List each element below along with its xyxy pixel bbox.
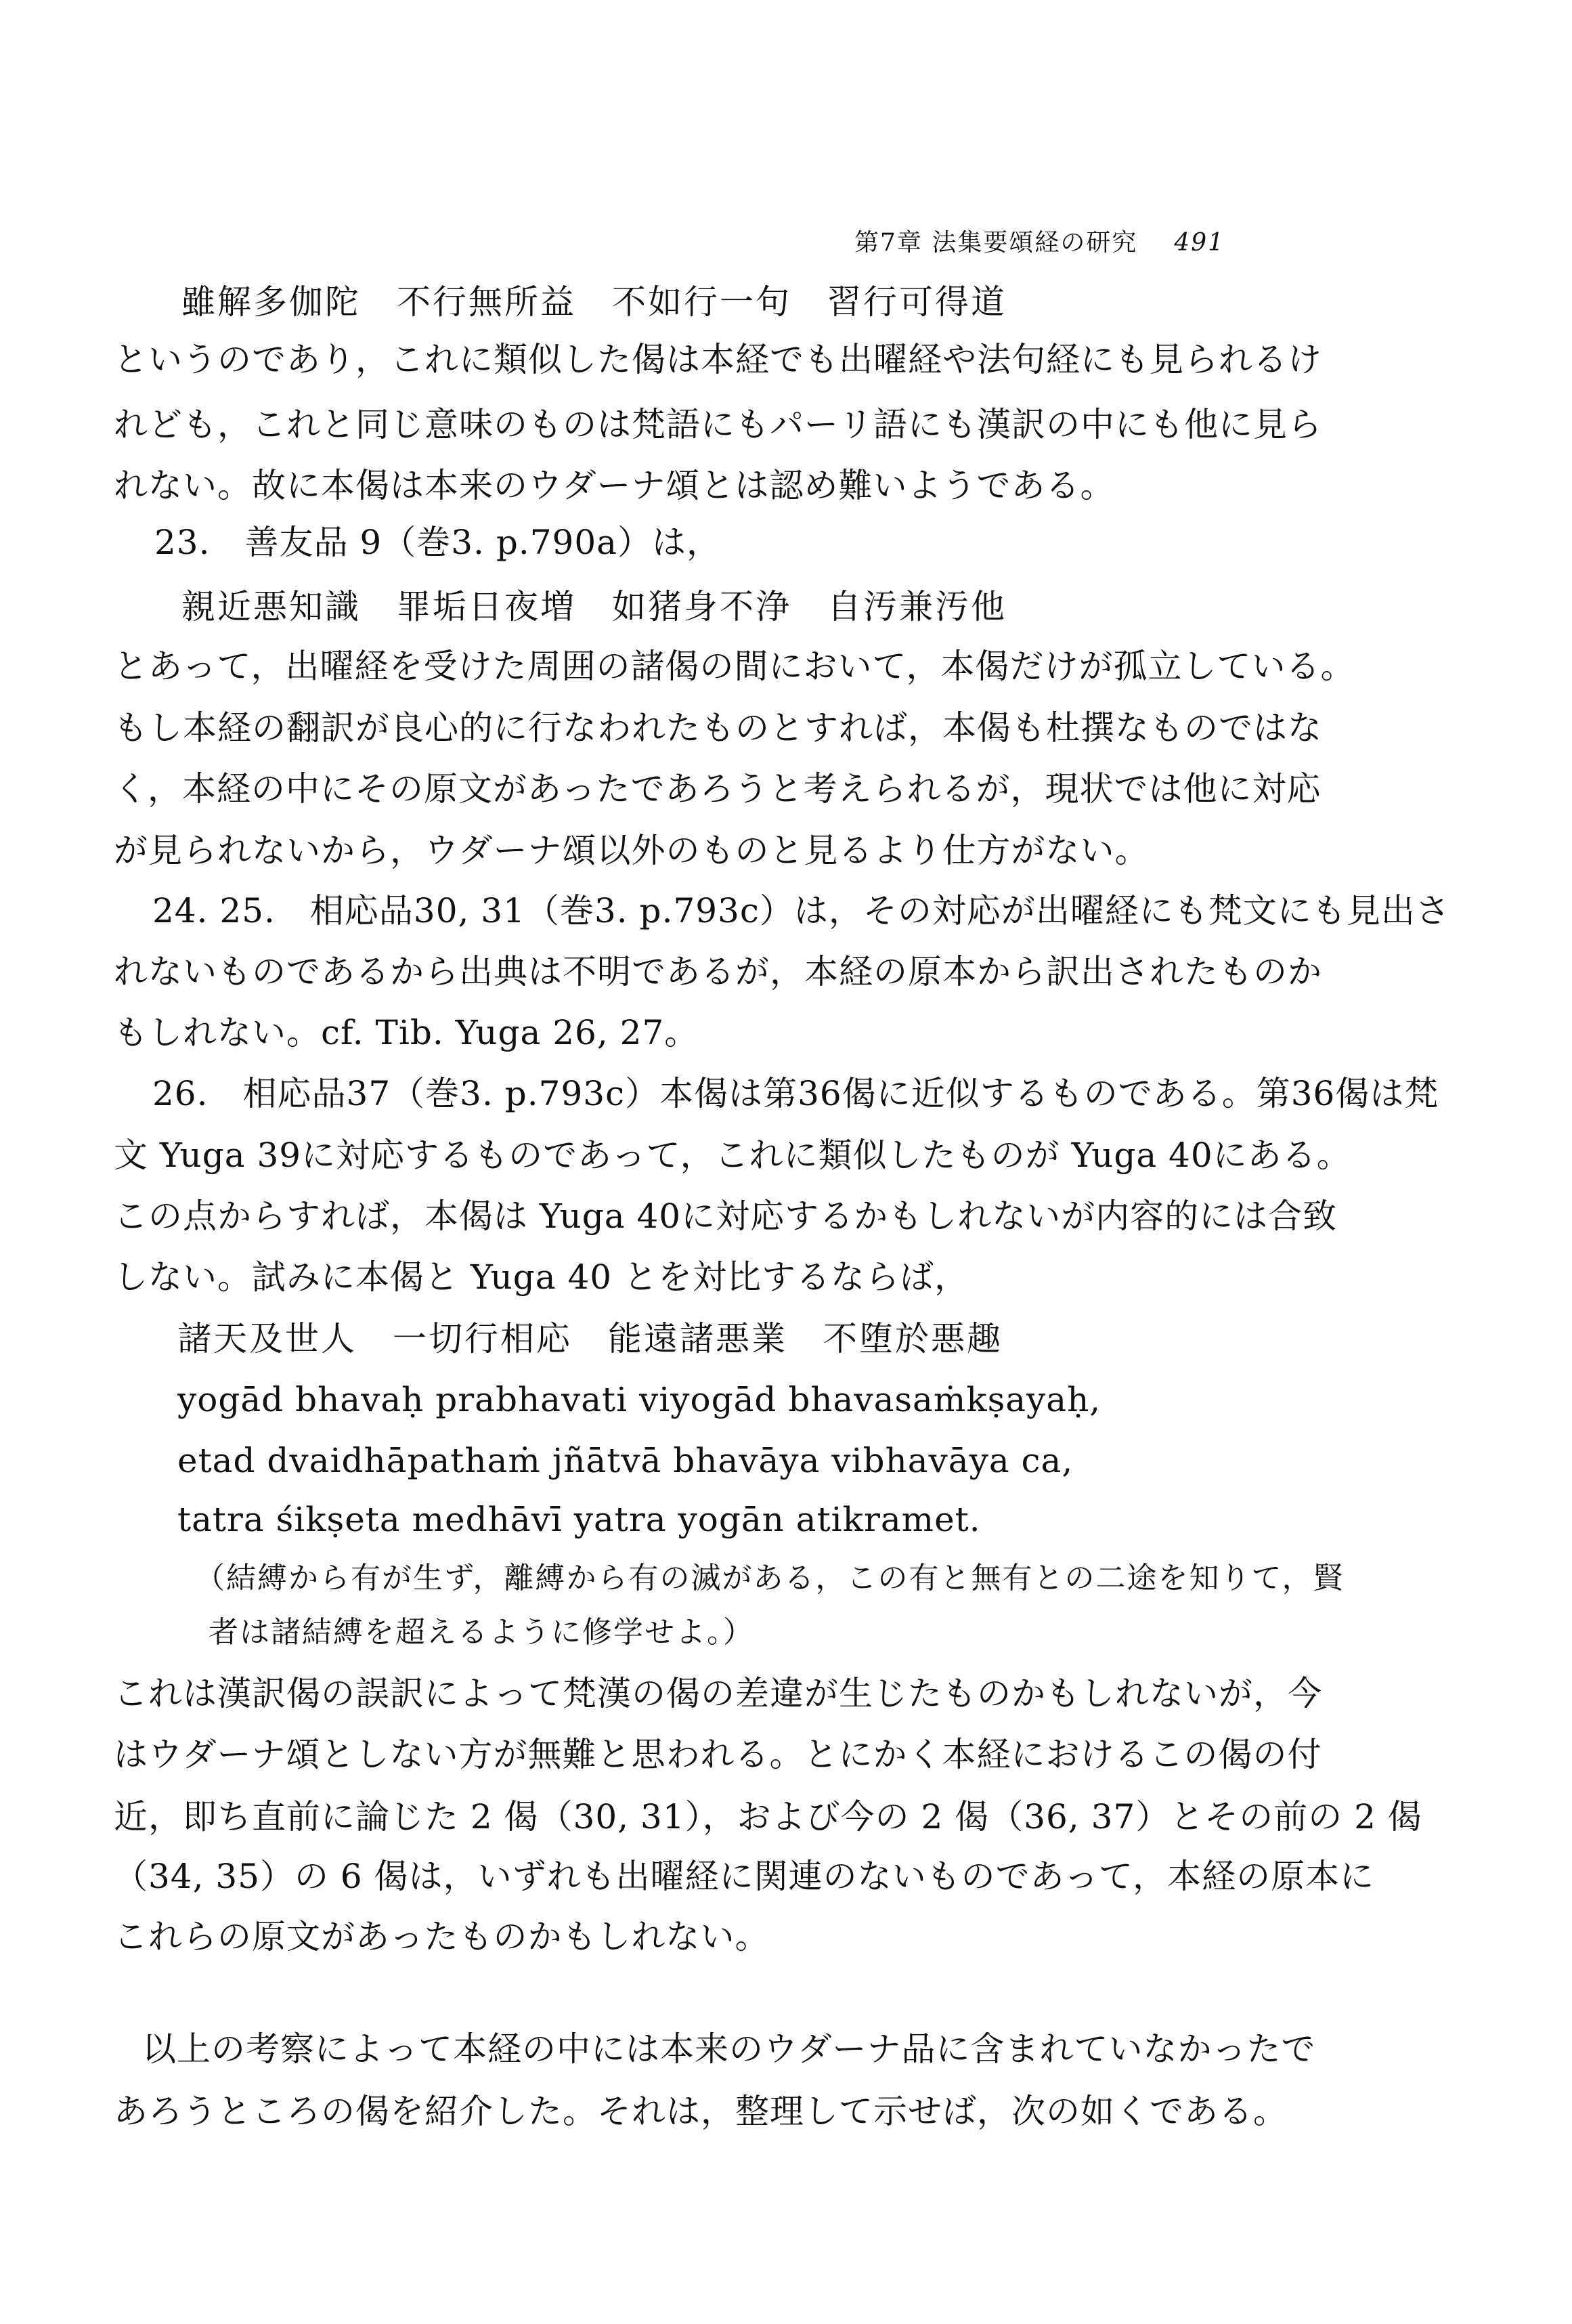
chapter-title: 第7章 法集要頌経の研究 xyxy=(854,229,1138,257)
body-line: もしれない。cf. Tib. Yuga 26, 27。 xyxy=(114,1013,699,1052)
body-line: この点からすれば，本偈は Yuga 40に対応するかもしれないが内容的には合致 xyxy=(114,1197,1338,1236)
body-line: れない。故に本偈は本来のウダーナ頌とは認め難いようである。 xyxy=(114,466,1115,505)
body-line: 近，即ち直前に論じた 2 偈（30, 31），および今の 2 偈（36, 37）とその前の 2 偈 xyxy=(114,1797,1422,1836)
section-heading: 23. 善友品 9（巻3. p.790a）は， xyxy=(154,523,721,562)
body-line: はウダーナ頌としない方が無難と思われる。とにかく本経におけるこの偈の付 xyxy=(114,1735,1322,1774)
body-line: これらの原文があったものかもしれない。 xyxy=(114,1917,770,1956)
section-heading: 26. 相応品37（巻3. p.793c）本偈は第36偈に近似するものである。第36偈は梵 xyxy=(152,1074,1439,1113)
body-line: れないものであるから出典は不明であるが，本経の原本から訳出されたものか xyxy=(114,952,1322,991)
body-line: これは漢訳偈の誤訳によって梵漢の偈の差違が生じたものかもしれないが，今 xyxy=(114,1674,1322,1713)
verse-line: 雖解多伽陀 不行無所益 不如行一句 習行可得道 xyxy=(181,282,1007,322)
body-line: 文 Yuga 39に対応するものであって，これに類似したものが Yuga 40にある。 xyxy=(114,1136,1351,1175)
body-line: とあって，出曜経を受けた周囲の諸偈の間において，本偈だけが孤立している。 xyxy=(114,647,1355,686)
translation-line: 者は諸結縛を超えるように修学せよ。） xyxy=(209,1615,754,1650)
paragraph-start: 以上の考察によって本経の中には本来のウダーナ品に含まれていなかったで xyxy=(142,2029,1316,2069)
body-line: というのであり，これに類似した偈は本経でも出曜経や法句経にも見られるけ xyxy=(114,340,1322,379)
sanskrit-line: yogād bhavaḥ prabhavati viyogād bhavasaṁkṣayaḥ, xyxy=(177,1380,1101,1419)
running-header xyxy=(854,223,1328,258)
body-line: （34, 35）の 6 偈は，いずれも出曜経に関連のないものであって，本経の原本に xyxy=(114,1857,1375,1896)
sanskrit-line: tatra śikṣeta medhāvī yatra yogān atikramet. xyxy=(177,1500,981,1539)
body-line: れども，これと同じ意味のものは梵語にもパーリ語にも漢訳の中にも他に見ら xyxy=(114,405,1322,444)
section-heading: 24. 25. 相応品30, 31（巻3. p.793c）は，その対応が出曜経にも梵文にも見出さ xyxy=(152,891,1450,930)
body-line: しない。試みに本偈と Yuga 40 とを対比するならば， xyxy=(114,1257,969,1297)
body-line: あろうところの偈を紹介した。それは，整理して示せば，次の如くである。 xyxy=(114,2092,1288,2131)
body-line: く，本経の中にその原文があったであろうと考えられるが，現状では他に対応 xyxy=(114,769,1322,809)
verse-line: 諸天及世人 一切行相応 能遠諸悪業 不堕於悪趣 xyxy=(177,1319,1003,1358)
verse-line: 親近悪知識 罪垢日夜増 如猪身不浄 自汚兼汚他 xyxy=(181,587,1007,626)
body-line: が見られないから，ウダーナ頌以外のものと見るより仕方がない。 xyxy=(114,831,1150,870)
body-line: もし本経の翻訳が良心的に行なわれたものとすれば，本偈も杜撰なものではな xyxy=(114,708,1322,748)
translation-line: （結縛から有が生ず，離縛から有の滅がある，この有と無有との二途を知りて，賢 xyxy=(195,1561,1345,1595)
page-number: 491 xyxy=(1174,229,1225,257)
sanskrit-line: etad dvaidhāpathaṁ jñātvā bhavāya vibhavāya ca, xyxy=(177,1441,1074,1480)
